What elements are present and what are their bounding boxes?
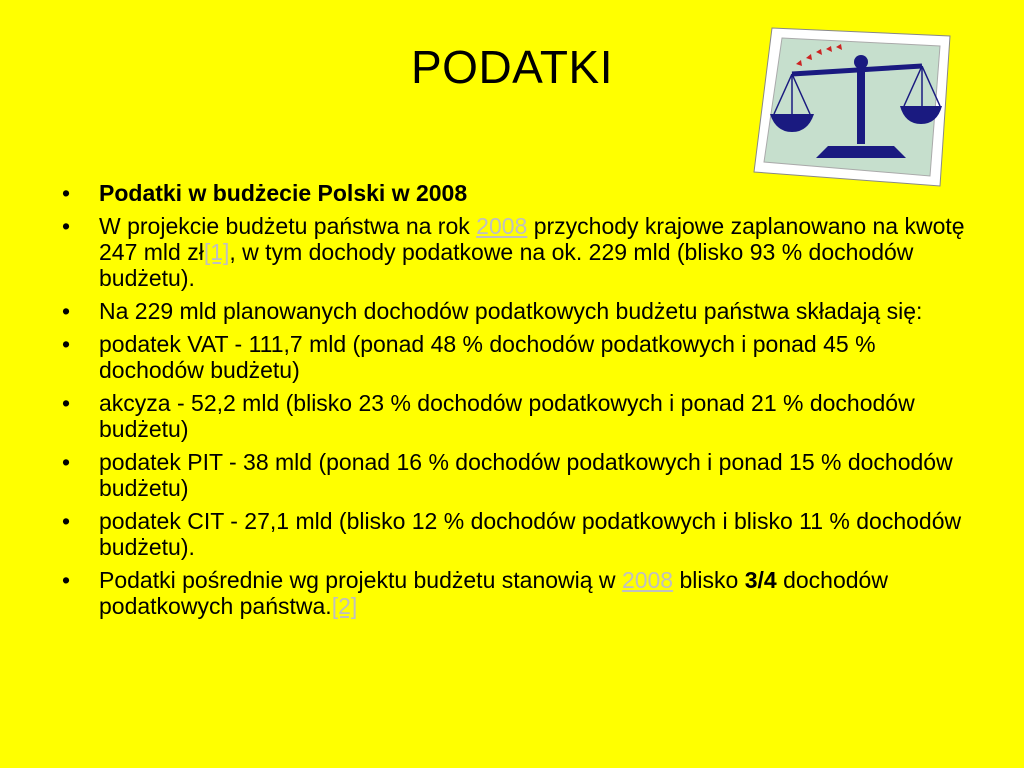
bullet-text: podatek CIT - 27,1 mld (blisko 12 % dochodów podatkowych i blisko 11 % dochodów budżetu). <box>99 508 962 560</box>
bullet-marker: • <box>62 298 71 324</box>
bullet-text: Na 229 mld planowanych dochodów podatkowych budżetu państwa składają się: <box>99 298 923 324</box>
fraction-emphasis: 3/4 <box>744 567 777 593</box>
bullet-marker: • <box>62 390 71 416</box>
bullet-text: przychody krajowe zaplanowano na kwotę 247 mld zł <box>99 213 965 265</box>
bullet-marker: • <box>62 331 71 357</box>
slide-title: PODATKI <box>410 41 613 93</box>
bullet-text: Podatki pośrednie wg projektu budżetu stanowią w <box>99 567 622 593</box>
list-item <box>62 331 967 383</box>
list-item <box>62 508 967 560</box>
list-item <box>62 298 967 324</box>
list-item <box>62 449 967 501</box>
year-link[interactable]: 2008 <box>621 567 674 593</box>
bullet-text: podatek PIT - 38 mld (ponad 16 % dochodów podatkowych i ponad 15 % dochodów budżetu) <box>99 449 953 501</box>
bullet-text: podatek VAT - 111,7 mld (ponad 48 % dochodów podatkowych i ponad 45 % dochodów budżetu) <box>99 331 876 383</box>
scales-of-justice-icon <box>752 20 952 188</box>
list-item <box>62 213 967 291</box>
list-item <box>62 567 967 619</box>
bullet-marker: • <box>62 449 71 475</box>
bullet-heading: Podatki w budżecie Polski w 2008 <box>99 180 468 206</box>
bullet-text: dochodów podatkowych państwa. <box>99 567 888 619</box>
bullet-marker: • <box>62 180 71 206</box>
list-item <box>62 180 967 206</box>
year-link[interactable]: 2008 <box>476 213 528 239</box>
bullet-text: , w tym dochody podatkowe na ok. 229 mld (blisko 93 % dochodów budżetu). <box>99 239 914 291</box>
bullet-marker: • <box>62 213 71 239</box>
bullet-text: blisko <box>673 567 745 593</box>
bullet-text: akcyza - 52,2 mld (blisko 23 % dochodów podatkowych i ponad 21 % dochodów budżetu) <box>99 390 915 442</box>
bullet-list <box>62 180 967 626</box>
bullet-marker: • <box>62 508 71 534</box>
footnote-link[interactable]: [1] <box>203 239 230 265</box>
bullet-text: W projekcie budżetu państwa na rok <box>99 213 477 239</box>
list-item <box>62 390 967 442</box>
footnote-link[interactable]: [2] <box>331 593 358 619</box>
bullet-marker: • <box>62 567 71 593</box>
